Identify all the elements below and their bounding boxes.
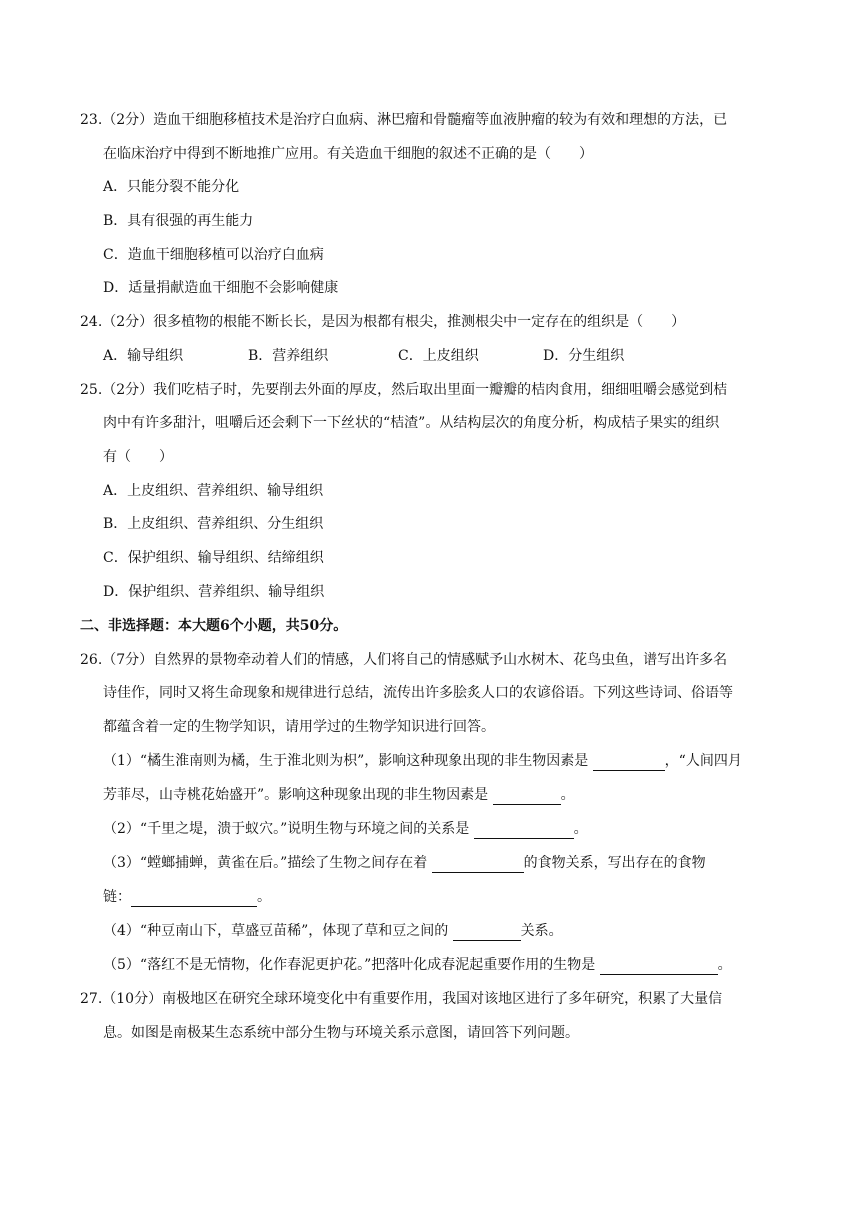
q23-option-b: B．具有很强的再生能力 (103, 213, 254, 229)
q26-part-3-text-b: 的食物关系，写出存在的食物 (523, 855, 706, 871)
q24-option-b: B．营养组织 (248, 348, 329, 364)
q27-stem-line-1: 27.（10分）南极地区在研究全球环境变化中有重要作用，我国对该地区进行了多年研究，积累了大量信 (80, 991, 723, 1007)
q26-part-1-text-d: 。 (560, 787, 575, 803)
q26-part-1-text-a: （1）“橘生淮南则为橘，生于淮北则为枳”，影响这种现象出现的非生物因素是 (103, 753, 593, 769)
q26-stem-line-2: 诗佳作，同时又将生命现象和规律进行总结，流传出许多脍炙人口的农谚俗语。下列这些诗词、俗语等 (103, 685, 733, 701)
q25-option-a: A．上皮组织、营养组织、输导组织 (103, 483, 324, 499)
q26-part-4-text-b: 关系。 (520, 923, 563, 939)
q26-part-1-text-b: ，“人间四月 (664, 753, 742, 769)
q23-stem-line-1: 23.（2分）造血干细胞移植技术是治疗白血病、淋巴瘤和骨髓瘤等血液肿瘤的较为有效和理想的方法，已 (80, 112, 728, 128)
q26-part-3-line-1 (103, 853, 706, 873)
q24-option-d: D．分生组织 (543, 348, 625, 364)
q26-stem-line-3: 都蕴含着一定的生物学知识，请用学过的生物学知识进行回答。 (103, 719, 495, 735)
q26-part-4-text-a: （4）“种豆南山下，草盛豆苗稀”，体现了草和豆之间的 (103, 923, 453, 939)
q25-option-d: D．保护组织、营养组织、输导组织 (103, 584, 325, 600)
q26-part-3-text-d: 。 (257, 889, 271, 905)
q26-part-5-text-b: 。 (717, 957, 732, 973)
q26-part-2 (103, 819, 588, 839)
q25-option-b: B．上皮组织、营养组织、分生组织 (103, 516, 324, 532)
q26-stem-line-1: 26.（7分）自然界的景物牵动着人们的情感，人们将自己的情感赋予山水树木、花鸟虫鱼，谱写出许多名 (80, 652, 728, 668)
q26-part-1-text-c: 芳菲尽，山寺桃花始盛开”。影响这种现象出现的非生物因素是 (103, 787, 493, 803)
answer-blank-6[interactable] (453, 924, 521, 941)
q25-option-c: C．保护组织、输导组织、结缔组织 (103, 550, 324, 566)
q26-part-2-text-a: （2）“千里之堤，溃于蚁穴。”说明生物与环境之间的关系是 (103, 821, 474, 837)
answer-blank-5[interactable] (131, 890, 257, 907)
q26-part-4 (103, 921, 563, 941)
q23-option-d: D．适量捐献造血干细胞不会影响健康 (103, 280, 339, 296)
section-heading: 二、非选择题：本大题6个小题，共50分。 (80, 618, 348, 634)
answer-blank-7[interactable] (600, 958, 718, 975)
q26-part-1-line-1 (103, 751, 742, 771)
q26-part-5-text-a: （5）“落红不是无情物，化作春泥更护花。”把落叶化成春泥起重要作用的生物是 (103, 957, 600, 973)
q26-part-3-text-a: （3）“螳螂捕蝉，黄雀在后。”描绘了生物之间存在着 (103, 855, 432, 871)
answer-blank-3[interactable] (474, 822, 574, 839)
q24-stem: 24.（2分）很多植物的根能不断长长，是因为根都有根尖，推测根尖中一定存在的组织是（ ） (80, 314, 686, 330)
q26-part-2-text-b: 。 (573, 821, 588, 837)
q23-option-c: C．造血干细胞移植可以治疗白血病 (103, 247, 324, 263)
answer-blank-2[interactable] (493, 788, 561, 805)
q26-part-1-line-2 (103, 785, 575, 805)
q24-option-c: C．上皮组织 (398, 348, 479, 364)
q26-part-3-line-2 (103, 887, 271, 907)
q25-stem-line-1: 25.（2分）我们吃桔子时，先要削去外面的厚皮，然后取出里面一瓣瓣的桔肉食用，细细咀嚼会感觉到桔 (80, 382, 728, 398)
q26-part-5 (103, 955, 732, 975)
q27-stem-line-2: 息。如图是南极某生态系统中部分生物与环境关系示意图，请回答下列问题。 (103, 1025, 579, 1041)
answer-blank-4[interactable] (432, 856, 524, 873)
q24-option-a: A．输导组织 (103, 348, 184, 364)
q23-stem-line-2: 在临床治疗中得到不断地推广应用。有关造血干细胞的叙述不正确的是（ ） (103, 146, 593, 162)
q26-part-3-text-c: 链： (103, 889, 131, 905)
q25-stem-line-3: 有（ ） (103, 449, 173, 465)
q23-option-a: A．只能分裂不能分化 (103, 179, 240, 195)
q25-stem-line-2: 肉中有许多甜汁，咀嚼后还会剩下一下丝状的“桔渣”。从结构层次的角度分析，构成桔子果实的组织 (103, 415, 720, 431)
answer-blank-1[interactable] (593, 754, 665, 771)
